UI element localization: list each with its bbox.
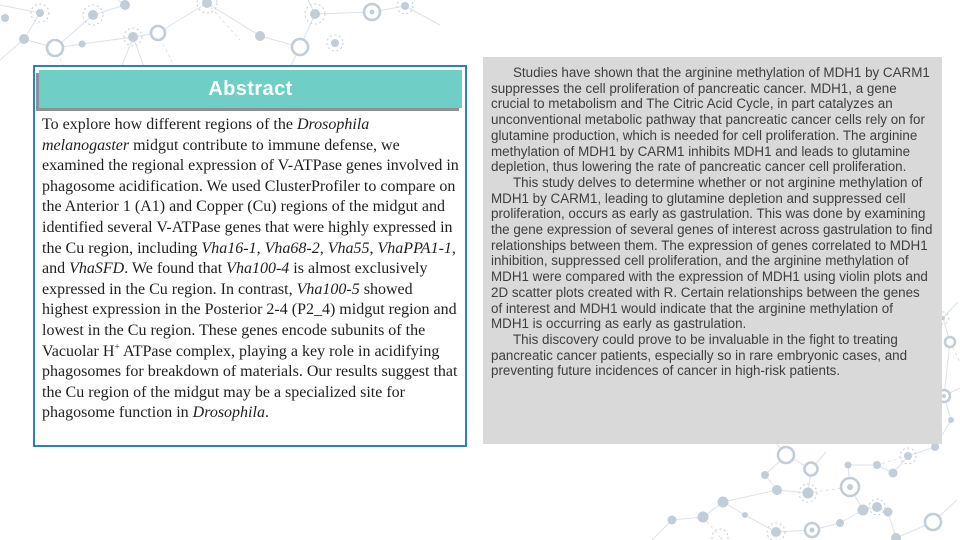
right-abstract-panel — [483, 57, 942, 444]
right-paragraph-1: Studies have shown that the arginine methylation of MDH1 by CARM1 suppresses the cell proliferation of pancreatic cancer. MDH1, a gene crucial to metabolism and The Citric Acid Cycle, in part catalyzes an unconventional metabolic pathway that pancreatic cancer cells rely on for glutamine production, which is needed for cell proliferation. The arginine methylation of MDH1 by CARM1 inhibits MDH1 and leads to glutamine depletion, thus lowering the rate of pancreatic cancer cell proliferation. — [491, 65, 930, 175]
network-decoration-bottom-right — [652, 438, 957, 540]
abstract-title: Abstract — [39, 70, 462, 108]
abstract-body-text: To explore how different regions of the Drosophila melanogaster midgut contribute to immune defense, we examined the regional expression of V-ATPase genes involved in phagosome acidification. We used ClusterProfiler to compare on the Anterior 1 (A1) and Copper (Cu) regions of the midgut and identified several V-ATPase genes that were highly expressed in the Cu region, including Vha16-1, Vha68-2, Vha55, VhaPPA1-1, and VhaSFD. We found that Vha100-4 is almost exclusively expressed in the Cu region. In contrast, Vha100-5 showed highest expression in the Posterior 2-4 (P2_4) midgut region and lowest in the Cu region. These genes encode subunits of the Vacuolar H+ ATPase complex, playing a key role in acidifying phagosomes for breakdown of materials. Our results suggest that the Cu region of the midgut may be a specialized site for phagosome function in Drosophila. — [42, 116, 459, 422]
left-abstract-panel — [33, 65, 467, 447]
right-paragraph-3: This discovery could prove to be invaluable in the fight to treating pancreatic cancer patients, especially so in rare embryonic cases, and preventing future incidences of cancer in high-risk patients. — [491, 331, 908, 379]
right-paragraph-2: This study delves to determine whether or not arginine methylation of MDH1 by CARM1, leading to glutamine depletion and suppressed cell proliferation, occurs as early as gastrulation. This was done by examining the gene expression of several genes of interest across gastrulation to find relationships between them. The expression of genes correlated to MDH1 inhibition, suppressed cell proliferation, and the arginine methylation of MDH1 were compared with the expression of MDH1 using violin plots and 2D scatter plots created with R. Certain relationships between the genes of interest and MDH1 would indicate that the arginine methylation of MDH1 is occurring as early as gastrulation. — [491, 174, 933, 332]
